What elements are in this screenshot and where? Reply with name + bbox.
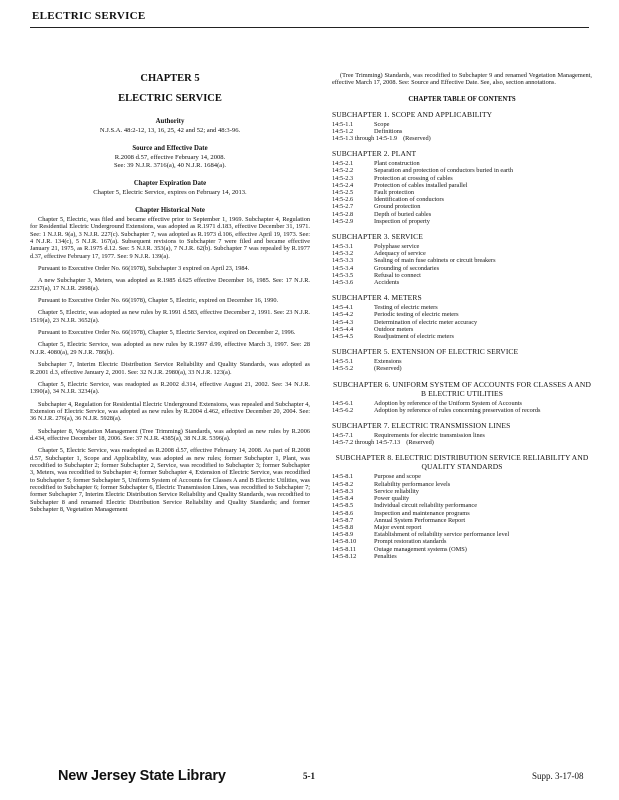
section-number: 14:5-8.11 <box>332 545 357 553</box>
section-number: 14:5-3.3 <box>332 257 354 265</box>
toc-entry <box>332 304 592 311</box>
history-heading: Chapter Historical Note <box>135 207 205 214</box>
section-number: 14:5-2.6 <box>332 196 354 204</box>
toc-entry <box>332 510 592 517</box>
authority-heading: Authority <box>155 118 185 125</box>
section-title: Extensions <box>374 358 402 366</box>
expiration-text: Chapter 5, Electric Service, expires on February 14, 2013. <box>93 189 247 196</box>
section-title: Power quality <box>374 495 410 503</box>
history-paragraph: Chapter 5, Electric Service, was readopted as R.2002 d.314, effective August 21, 2002. See: 34 N.J.R. 1390(a), 34 N.J.R. 3234(a). <box>30 380 310 396</box>
table-of-contents <box>332 110 592 560</box>
section-title: Definitions <box>374 127 403 135</box>
subchapter-heading: SUBCHAPTER 4. METERS <box>332 293 422 303</box>
section-title: Polyphase service <box>374 243 420 251</box>
section-number: 14:5-2.8 <box>332 210 354 218</box>
running-head: ELECTRIC SERVICE <box>32 10 146 22</box>
section-number: 14:5-8.5 <box>332 502 354 510</box>
toc-entry <box>332 211 592 218</box>
section-number: 14:5-8.6 <box>332 509 354 517</box>
section-title: Requirements for electric transmission lines <box>374 432 485 440</box>
toc-entry <box>332 473 592 480</box>
section-number: 14:5-5.1 <box>332 358 354 366</box>
section-number: 14:5-8.10 <box>332 538 357 546</box>
section-title: Protection of cables installed parallel <box>374 181 468 189</box>
section-number: 14:5-8.12 <box>332 552 357 560</box>
section-number: 14:5-8.3 <box>332 487 354 495</box>
section-title: Periodic testing of electric meters <box>374 311 459 319</box>
section-number: 14:5-6.2 <box>332 406 354 414</box>
section-title: Outage management systems (OMS) <box>374 545 467 553</box>
toc-entry <box>332 502 592 509</box>
toc-entry <box>332 250 592 257</box>
chapter-number: CHAPTER 5 <box>140 73 200 84</box>
history-paragraph: Pursuant to Executive Order No. 66(1978), Chapter 5, Electric, expired on December 16, 1990. <box>38 297 279 305</box>
section-title: Penalties <box>374 552 397 560</box>
section-title: Identification of conductors <box>374 196 444 204</box>
section-title: Inspection and maintenance programs <box>374 509 470 517</box>
subchapter-heading: SUBCHAPTER 2. PLANT <box>332 149 417 159</box>
subchapter-heading: SUBCHAPTER 7. ELECTRIC TRANSMISSION LINES <box>332 421 511 431</box>
history-paragraph: Chapter 5, Electric Service, was readopted as R.2008 d.57, effective February 14, 2008. As part of R.2008 d.57, Subchapter 1, Scope and Applicability, was adopted as new rules; former Subchapter 1, Plant, was recodified to Subchapter 2; former Subchapter 2, Service, was recodified to Subchapter 3; former Subchapter 3, Meters, was recodified to Subchapter 4; former Subchapter 4, Extension of Electric Service, was recodified to Subchapter 5; former Subchapter 5, Uniform System of Accounts for Classes A and B Electric Utilities, was recodified to Subchapter 6; former Subchapter 6, Electric Transmission Lines, was recodified to Subchapter 7; former Subchapter 7, Interim Electric Distribution Service Reliability and Quality Standards, was recodified to Subchapter 8 and renamed Electric Distribution Service Reliability and Quality Standards; and former Subchapter 8, Vegetation Management <box>30 447 310 513</box>
toc-entry <box>332 175 592 182</box>
section-title: Purpose and scope <box>374 473 421 481</box>
history-paragraph: Subchapter 8, Vegetation Management (Tree Trimming) Standards, was adopted as new rules by R.2006 d.434, effective December 18, 2006. See: 37 N.J.R. 4385(a), 38 N.J.R. 5396(a). <box>30 427 310 442</box>
section-number: 14:5-5.2 <box>332 365 354 373</box>
section-number: 14:5-3.6 <box>332 279 354 287</box>
history-paragraph: Chapter 5, Electric, was adopted as new rules by R.1991 d.583, effective December 2, 1991. See: 23 N.J.R. 1519(a), 23 N.J.R. 3652(a). <box>30 309 310 324</box>
section-number: 14:5-6.1 <box>332 399 354 407</box>
section-title: Reliability performance levels <box>374 480 451 488</box>
expiration-heading: Chapter Expiration Date <box>133 180 207 187</box>
supplement-date: Supp. 3-17-08 <box>532 771 584 781</box>
section-number: 14:5-2.2 <box>332 167 354 175</box>
toc-title: CHAPTER TABLE OF CONTENTS <box>408 95 516 103</box>
toc-entry <box>332 358 592 365</box>
section-number: 14:5-4.5 <box>332 333 354 341</box>
toc-entry <box>332 326 592 333</box>
header-rule <box>30 27 589 28</box>
history-paragraph: Chapter 5, Electric Service, was adopted as new rules by R.1997 d.99, effective March 3, 1997. See: 28 N.J.R. 4080(a), 29 N.J.R. 786(b). <box>30 341 310 356</box>
left-column <box>30 72 310 518</box>
toc-entry <box>332 128 592 135</box>
subchapter-heading: SUBCHAPTER 3. SERVICE <box>332 232 423 242</box>
toc-entry <box>332 135 592 142</box>
toc-entry <box>332 265 592 272</box>
section-number: 14:5-2.4 <box>332 181 354 189</box>
section-number: 14:5-4.1 <box>332 304 354 312</box>
section-number: 14:5-8.4 <box>332 495 354 503</box>
section-title: Readjustment of electric meters <box>374 333 454 341</box>
toc-entry <box>332 495 592 502</box>
toc-entry <box>332 279 592 286</box>
subchapter-heading: SUBCHAPTER 5. EXTENSION OF ELECTRIC SERVICE <box>332 347 519 357</box>
section-title: Adequacy of service <box>374 250 426 258</box>
toc-entry <box>332 160 592 167</box>
toc-entry <box>332 333 592 340</box>
toc-entry <box>332 196 592 203</box>
source-line: See: 39 N.J.R. 3716(a), 40 N.J.R. 1684(a). <box>113 162 227 169</box>
toc-entry <box>332 311 592 318</box>
toc-entry <box>332 481 592 488</box>
section-title: Major event report <box>374 523 422 531</box>
section-title: Accidents <box>374 279 400 287</box>
section-number: 14:5-3.4 <box>332 264 354 272</box>
toc-entry <box>332 432 592 439</box>
toc-entry <box>332 189 592 196</box>
section-number: 14:5-2.5 <box>332 189 354 197</box>
toc-entry <box>332 257 592 264</box>
toc-entry <box>332 439 592 446</box>
section-number: 14:5-3.2 <box>332 250 354 258</box>
toc-entry <box>332 203 592 210</box>
history-paragraph: Subchapter 7, Interim Electric Distribution Service Reliability and Quality Standards, was adopted as R.2001 d.3, effective January 2, 2001. See: 32 N.J.R. 2980(a), 33 N.J.R. 123(a). <box>30 361 310 376</box>
source-heading: Source and Effective Date <box>132 145 208 152</box>
toc-entry <box>332 400 592 407</box>
section-title: Inspection of property <box>374 217 430 225</box>
section-title: Individual circuit reliability performance <box>374 502 477 510</box>
toc-entry <box>332 243 592 250</box>
section-title: Adoption by reference of the Uniform System of Accounts <box>374 399 522 407</box>
section-number: 14:5-2.7 <box>332 203 354 211</box>
section-title: Grounding of secondaries <box>374 264 440 272</box>
toc-entry <box>332 531 592 538</box>
section-number: 14:5-8.2 <box>332 480 354 488</box>
section-title: (Reserved) <box>406 439 434 447</box>
section-number: 14:5-8.8 <box>332 523 354 531</box>
section-number: 14:5-8.7 <box>332 516 354 524</box>
section-number: 14:5-3.5 <box>332 271 354 279</box>
section-number: 14:5-7.2 through 14:5-7.13 <box>332 439 401 447</box>
toc-entry <box>332 538 592 545</box>
toc-entry <box>332 218 592 225</box>
section-number: 14:5-8.9 <box>332 531 354 539</box>
section-title: Protection at crossing of cables <box>374 174 453 182</box>
section-title: Annual System Performance Report <box>374 516 466 524</box>
section-number: 14:5-2.1 <box>332 160 354 168</box>
section-number: 14:5-7.1 <box>332 432 354 440</box>
subchapter-heading: SUBCHAPTER 6. UNIFORM SYSTEM OF ACCOUNTS FOR CLASSES A AND B ELECTRIC UTILITIES <box>333 379 591 398</box>
section-number: 14:5-4.4 <box>332 325 354 333</box>
section-title: Depth of buried cables <box>374 210 432 218</box>
section-title: Establishment of reliability service performance level <box>374 531 510 539</box>
section-number: 14:5-1.2 <box>332 127 354 135</box>
right-column <box>332 72 592 560</box>
section-title: Outdoor meters <box>374 325 414 333</box>
section-title: Prompt restoration standards <box>374 538 447 546</box>
section-number: 14:5-1.3 through 14:5-1.9 <box>332 135 398 142</box>
source-line: R.2008 d.57, effective February 14, 2008. <box>114 154 226 161</box>
history-paragraph: A new Subchapter 3, Meters, was adopted as R.1985 d.625 effective December 16, 1985. See: 17 N.J.R. 2237(a), 17 N.J.R. 2998(a). <box>30 277 310 292</box>
toc-entry <box>332 524 592 531</box>
toc-entry <box>332 517 592 524</box>
toc-entry <box>332 121 592 128</box>
section-number: 14:5-2.3 <box>332 174 354 182</box>
section-title: Sealing of main fuse cabinets or circuit breakers <box>374 257 496 265</box>
history-paragraph: Subchapter 4, Regulation for Residential Electric Underground Extensions, was repealed and Subchapter 4, Extension of Electric Service, was adopted as new rules by R.2004 d.462, effective December 20, 2004. See: 36 N.J.R. 276(a), 36 N.J.R. 5928(a). <box>30 400 310 423</box>
toc-entry <box>332 272 592 279</box>
chapter-title: ELECTRIC SERVICE <box>118 93 222 104</box>
subchapter-heading: SUBCHAPTER 8. ELECTRIC DISTRIBUTION SERVICE RELIABILITY AND QUALITY STANDARDS <box>335 453 589 472</box>
page-number: 5-1 <box>303 771 315 781</box>
subchapter-heading: SUBCHAPTER 1. SCOPE AND APPLICABILITY <box>332 109 493 119</box>
authority-text: N.J.S.A. 48:2-12, 13, 16, 25, 42 and 52; and 48:3-96. <box>99 127 241 134</box>
section-number: 14:5-1.1 <box>332 120 354 128</box>
section-number: 14:5-4.2 <box>332 311 354 319</box>
historical-note <box>30 216 310 513</box>
section-number: 14:5-4.3 <box>332 318 354 326</box>
section-title: Refusal to connect <box>374 271 421 279</box>
section-title: Testing of electric meters <box>374 304 438 312</box>
section-number: 14:5-8.1 <box>332 473 354 481</box>
section-title: (Reserved) <box>374 365 402 373</box>
continued-note: (Tree Trimming) Standards, was recodified to Subchapter 9 and renamed Vegetation Management, effective March 17, 2008. See: Source and Effective Date. See, also, section annotations. <box>332 72 592 87</box>
section-title: Ground protection <box>374 203 421 211</box>
history-paragraph: Chapter 5, Electric, was filed and became effective prior to September 1, 1969. Subchapter 4, Regulation for Residential Electric Underground Extensions, was adopted as R.1971 d.183, effective December 31, 1971. See: 1 N.J.R. 9(a), 3 N.J.R. 227(c). Subchapter 7, was adopted as R.1973 d.106, effective April 19, 1973. See: 4 N.J.R. 134(c), 5 N.J.R. 167(a). Subsequent revisions to Subchapter 7 were filed and became effective January 21, 1975, as R.1975 d.12. See: 5 N.J.R. 353(a), 7 N.J.R. 62(b). Subchapter 7 was repealed by R.1977 d.37, effective February 17, 1977. See: 9 N.J.R. 139(a). <box>30 216 310 260</box>
toc-entry <box>332 167 592 174</box>
section-title: Fault protection <box>374 189 415 197</box>
toc-entry <box>332 182 592 189</box>
section-title: Adoption by reference of rules concerning preservation of records <box>374 406 541 414</box>
toc-entry <box>332 365 592 372</box>
section-title: Plant construction <box>374 160 420 168</box>
history-paragraph: Pursuant to Executive Order No. 66(1978), Chapter 5, Electric Service, expired on December 2, 1996. <box>38 329 296 337</box>
section-number: 14:5-2.9 <box>332 217 354 225</box>
toc-entry <box>332 488 592 495</box>
library-stamp: New Jersey State Library <box>58 768 226 784</box>
section-title: Service reliability <box>374 487 419 495</box>
toc-entry <box>332 546 592 553</box>
toc-entry <box>332 319 592 326</box>
history-paragraph: Pursuant to Executive Order No. 66(1978), Subchapter 3 expired on April 23, 1984. <box>38 265 250 273</box>
section-title: Scope <box>374 120 390 128</box>
toc-entry <box>332 407 592 414</box>
section-title: (Reserved) <box>403 135 431 142</box>
section-title: Determination of electric meter accuracy <box>374 318 478 326</box>
toc-entry <box>332 553 592 560</box>
section-number: 14:5-3.1 <box>332 243 354 251</box>
section-title: Separation and protection of conductors buried in earth <box>374 167 514 175</box>
